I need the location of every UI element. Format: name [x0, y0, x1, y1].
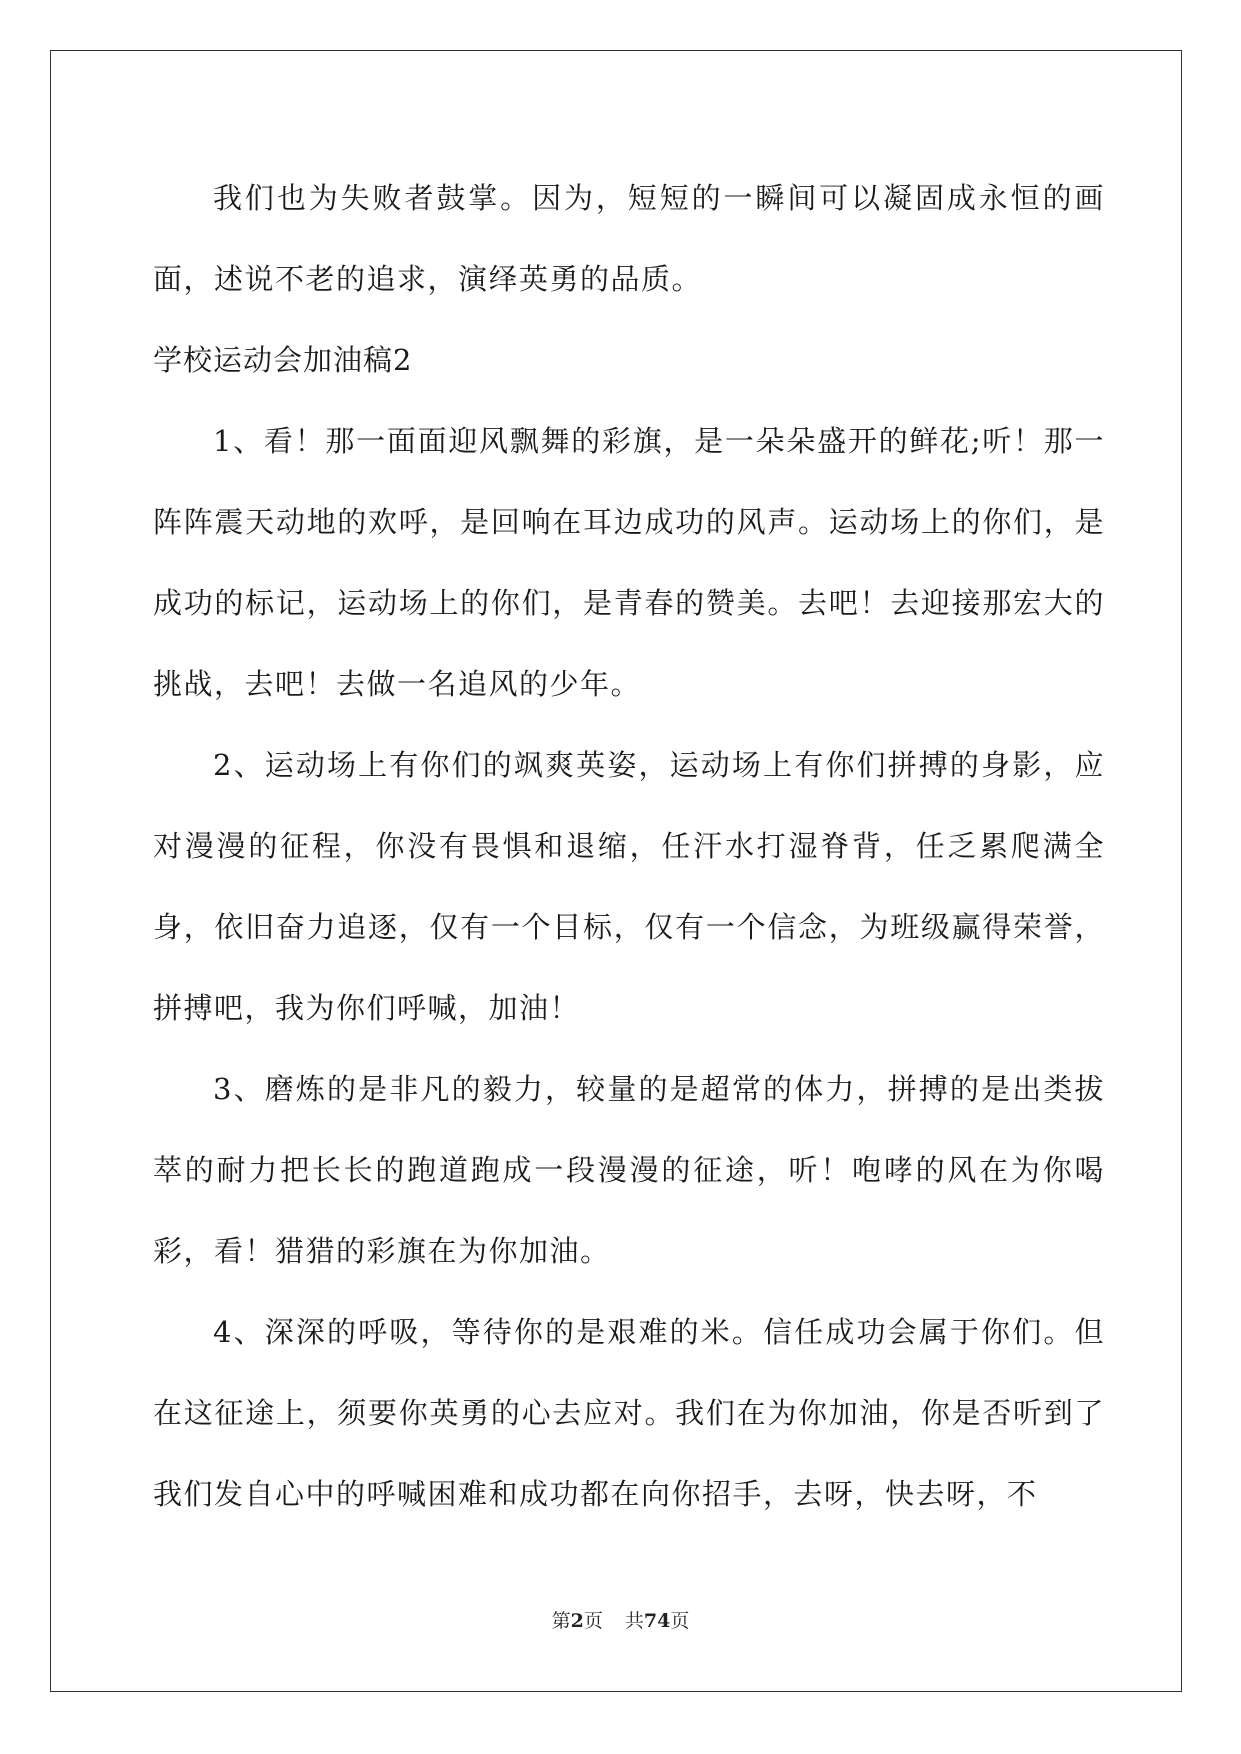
paragraph-item-1: 1、看！那一面面迎风飘舞的彩旗，是一朵朵盛开的鲜花;听！那一阵阵震天动地的欢呼，是回响在耳边成功的风声。运动场上的你们，是成功的标记，运动场上的你们，是青春的赞美。去吧！去迎接那宏大的挑战，去吧！去做一名追风的少年。 — [153, 424, 1105, 701]
section-heading: 学校运动会加油稿2 — [153, 343, 413, 377]
document-body — [153, 158, 1105, 1535]
footer-prefix: 第 — [551, 1610, 571, 1632]
page-footer — [0, 1606, 1241, 1633]
paragraph-item-4: 4、深深的呼吸，等待你的是艰难的米。信任成功会属于你们。但在这征途上，须要你英勇的心去应对。我们在为你加油，你是否听到了我们发自心中的呼喊困难和成功都在向你招手，去呀，快去呀，不 — [153, 1315, 1105, 1511]
current-page-number: 2 — [570, 1610, 584, 1632]
paragraph-intro: 我们也为失败者鼓掌。因为，短短的一瞬间可以凝固成永恒的画面，述说不老的追求，演绎英勇的品质。 — [153, 181, 1105, 296]
footer-total-unit: 页 — [670, 1610, 690, 1632]
footer-page-unit: 页 — [583, 1610, 603, 1632]
paragraph-item-2: 2、运动场上有你们的飒爽英姿，运动场上有你们拼搏的身影，应对漫漫的征程，你没有畏惧和退缩，任汗水打湿脊背，任乏累爬满全身，依旧奋力追逐，仅有一个目标，仅有一个信念，为班级赢得荣誉，拼搏吧，我为你们呼喊，加油！ — [153, 748, 1105, 1025]
footer-total-prefix: 共 — [624, 1610, 644, 1632]
total-pages-number: 74 — [643, 1610, 671, 1632]
paragraph-item-3: 3、磨炼的是非凡的毅力，较量的是超常的体力，拼搏的是出类拔萃的耐力把长长的跑道跑成一段漫漫的征途，听！咆哮的风在为你喝彩，看！猎猎的彩旗在为你加油。 — [153, 1072, 1105, 1268]
